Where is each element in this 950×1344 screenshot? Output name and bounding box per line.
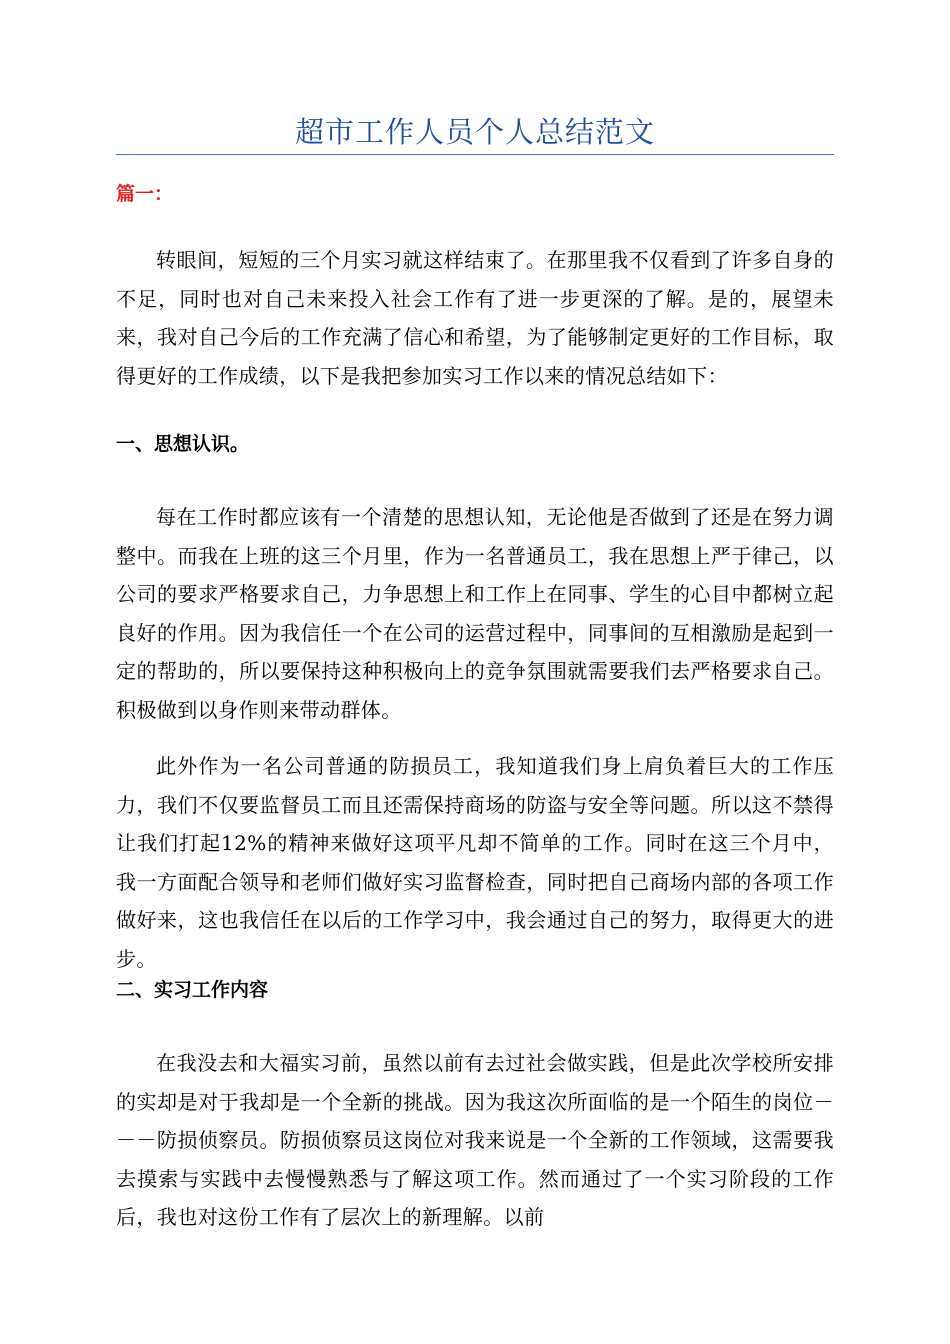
paragraph-internship-content: 在我没去和大福实习前，虽然以前有去过社会做实践，但是此次学校所安排的实却是对于我却是一个全新的挑战。因为我这次所面临的是一个陌生的岗位－－－防损侦察员。防损侦察员这岗位对我来说是一个全新的工作领域，这需要我去摸索与实践中去慢慢熟悉与了解这项工作。然而通过了一个实习阶段的工作后，我也对这份工作有了层次上的新理解。以前 bbox=[116, 1051, 834, 1229]
heading-thought-awareness: 一、思想认识。 bbox=[116, 433, 250, 455]
paragraph-loss-prevention: 此外作为一名公司普通的防损员工，我知道我们身上肩负着巨大的工作压力，我们不仅要监督员工而且还需保持商场的防盗与安全等问题。所以这不禁得让我们打起12%的精神来做好这项平凡却不简单的工作。同时在这三个月中，我一方面配合领导和老师们做好实习监督检查，同时把自己商场内部的各项工作做好来，这也我信任在以后的工作学习中，我会通过自己的努力，取得更大的进步。 bbox=[116, 754, 834, 971]
paragraph-thought-awareness: 每在工作时都应该有一个清楚的思想认知，无论他是否做到了还是在努力调整中。而我在上班的这三个月里，作为一名普通员工，我在思想上严于律己，以公司的要求严格要求自己，力争思想上和工作上在同事、学生的心目中都树立起良好的作用。因为我信任一个在公司的运营过程中，同事间的互相激励是起到一定的帮助的，所以要保持这种积极向上的竞争氛围就需要我们去严格要求自己。积极做到以身作则来带动群体。 bbox=[116, 505, 834, 722]
paragraph-intro: 转眼间，短短的三个月实习就这样结束了。在那里我不仅看到了许多自身的不足，同时也对自己未来投入社会工作有了进一步更深的了解。是的，展望未来，我对自己今后的工作充满了信心和希望，为了能够制定更好的工作目标，取得更好的工作成绩，以下是我把参加实习工作以来的情况总结如下： bbox=[116, 248, 834, 388]
section-label: 篇一： bbox=[116, 183, 174, 205]
document-title: 超市工作人员个人总结范文 bbox=[294, 115, 655, 149]
heading-internship-content: 二、实习工作内容 bbox=[116, 979, 269, 1001]
title-underline bbox=[116, 154, 834, 155]
